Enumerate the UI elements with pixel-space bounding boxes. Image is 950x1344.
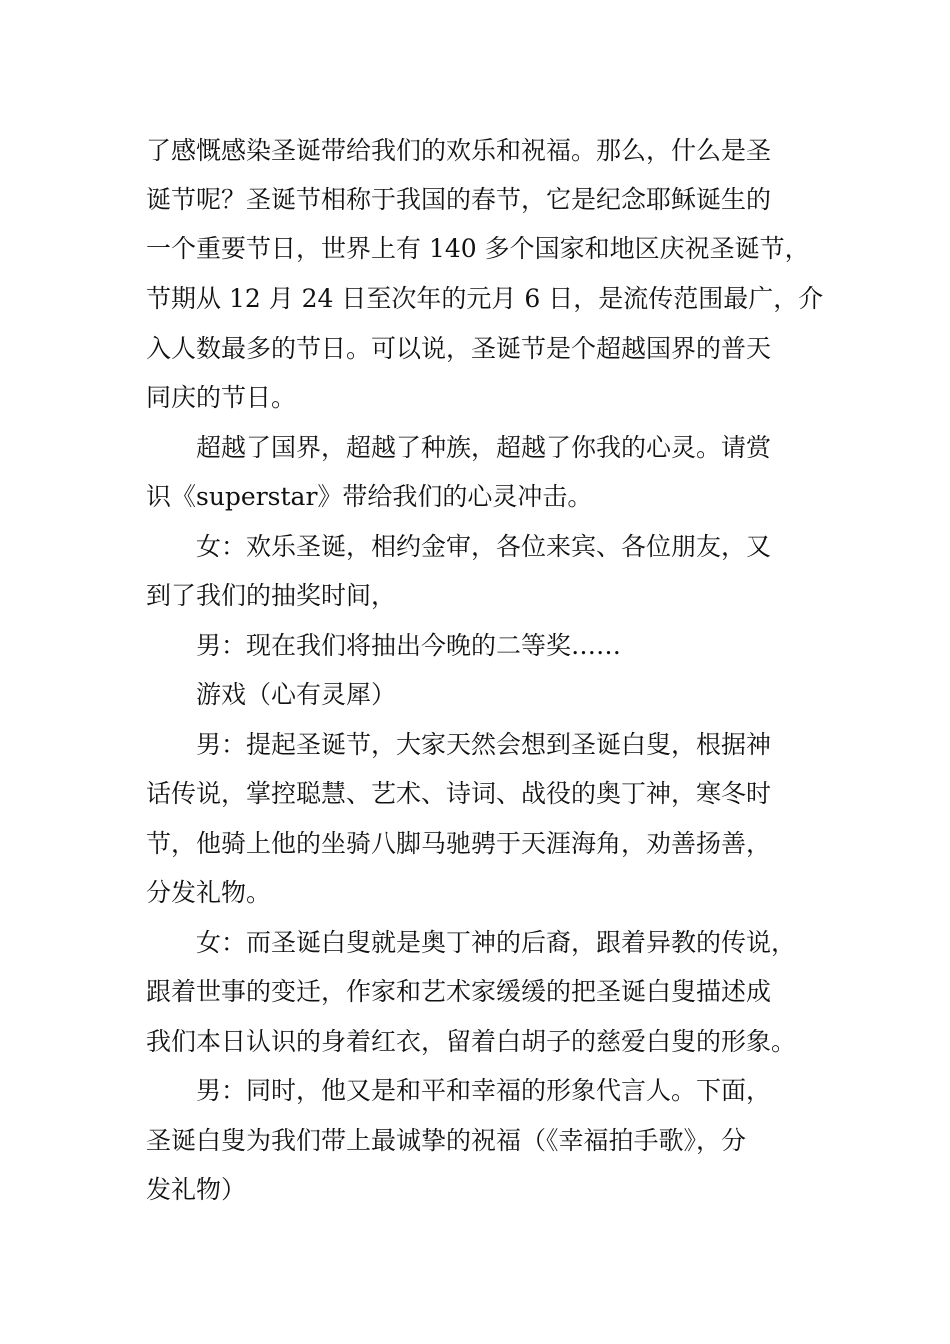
text-line: 女：而圣诞白叟就是奥丁神的后裔，跟着异教的传说，	[196, 928, 797, 957]
text-line: 识《superstar》带给我们的心灵冲击。	[146, 482, 593, 511]
text-line: 男：同时，他又是和平和幸福的形象代言人。下面，	[196, 1076, 772, 1105]
text-line: 了感慨感染圣诞带给我们的欢乐和祝福。那么，什么是圣	[146, 136, 772, 165]
text-line: 男：现在我们将抽出今晚的二等奖……	[196, 631, 622, 660]
text-line: 发礼物）	[146, 1175, 247, 1204]
text-line: 圣诞白叟为我们带上最诚挚的祝福（《幸福拍手歌》，分	[146, 1126, 747, 1155]
text-line: 一个重要节日，世界上有 140 多个国家和地区庆祝圣诞节，	[146, 234, 810, 263]
text-line: 诞节呢？圣诞节相称于我国的春节，它是纪念耶稣诞生的	[146, 185, 772, 214]
text-line: 到了我们的抽奖时间，	[146, 581, 397, 610]
text-line: 超越了国界，超越了种族，超越了你我的心灵。请赏	[196, 433, 772, 462]
text-line: 入人数最多的节日。可以说，圣诞节是个超越国界的普天	[146, 334, 772, 363]
text-line: 我们本日认识的身着红衣，留着白胡子的慈爱白叟的形象。	[146, 1027, 797, 1056]
text-line: 话传说，掌控聪慧、艺术、诗词、战役的奥丁神，寒冬时	[146, 779, 772, 808]
text-line: 游戏（心有灵犀）	[196, 680, 397, 709]
text-line: 同庆的节日。	[146, 383, 297, 412]
text-line: 节，他骑上他的坐骑八脚马驰骋于天涯海角，劝善扬善，	[146, 829, 772, 858]
text-line: 女：欢乐圣诞，相约金审，各位来宾、各位朋友，又	[196, 532, 772, 561]
text-line: 分发礼物。	[146, 878, 272, 907]
text-line: 男：提起圣诞节，大家天然会想到圣诞白叟，根据神	[196, 730, 772, 759]
text-line: 节期从 12 月 24 日至次年的元月 6 日，是流传范围最广，介	[146, 284, 824, 313]
text-line: 跟着世事的变迁，作家和艺术家缓缓的把圣诞白叟描述成	[146, 977, 772, 1006]
